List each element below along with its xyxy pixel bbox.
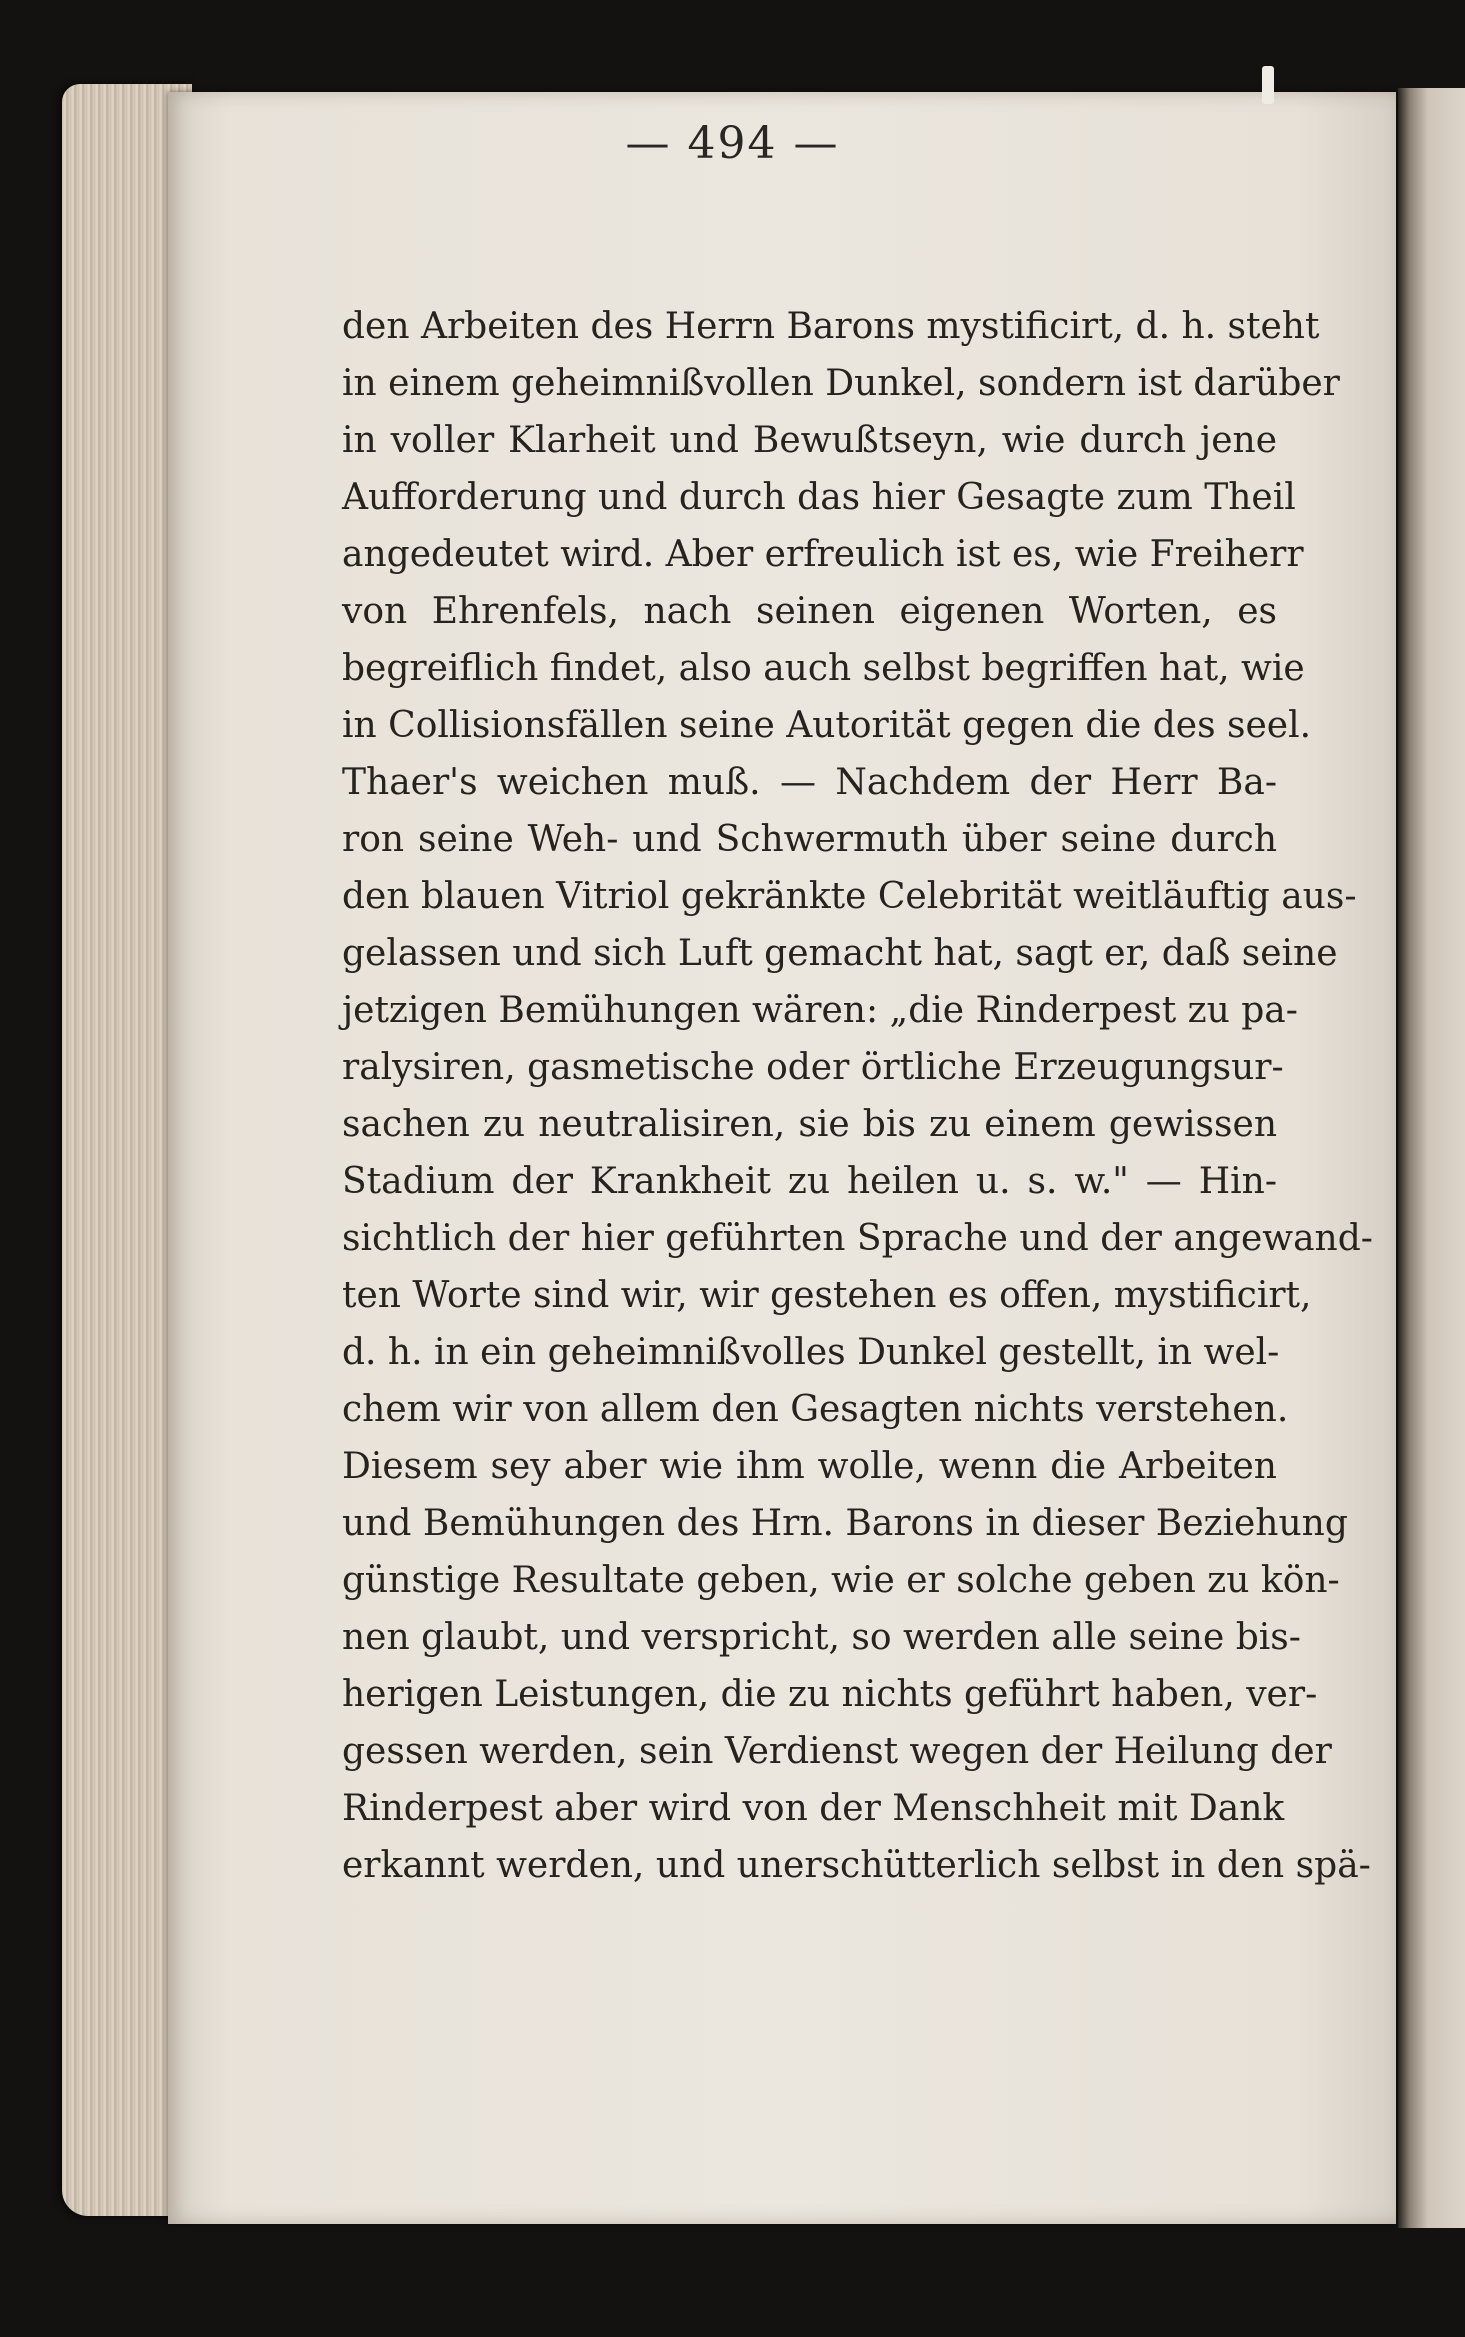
text-line: von Ehrenfels, nach seinen eigenen Worten, es	[342, 591, 1277, 632]
text-line: jetzigen Bemühungen wären: „die Rinderpest zu pa-	[342, 990, 1298, 1031]
facing-page-edge	[1398, 88, 1465, 2228]
body-text	[342, 298, 1373, 1894]
page-number: — 494 —	[625, 118, 840, 169]
text-line: Stadium der Krankheit zu heilen u. s. w." — Hin-	[342, 1161, 1277, 1202]
bookmark-strip	[1262, 66, 1274, 104]
text-line: in Collisionsfällen seine Autorität gegen die des seel.	[342, 705, 1312, 746]
text-line: und Bemühungen des Hrn. Barons in dieser Beziehung	[342, 1503, 1348, 1544]
text-line: Thaer's weichen muß. — Nachdem der Herr Ba-	[342, 762, 1277, 803]
text-line: günstige Resultate geben, wie er solche geben zu kön-	[342, 1560, 1340, 1601]
text-line: nen glaubt, und verspricht, so werden alle seine bis-	[342, 1617, 1301, 1658]
text-line: in voller Klarheit und Bewußtseyn, wie durch jene	[342, 420, 1277, 461]
text-line: gelassen und sich Luft gemacht hat, sagt er, daß seine	[342, 933, 1338, 974]
text-line: erkannt werden, und unerschütterlich selbst in den spä-	[342, 1845, 1371, 1886]
text-line: angedeutet wird. Aber erfreulich ist es, wie Freiherr	[342, 534, 1304, 575]
text-line: ron seine Weh- und Schwermuth über seine durch	[342, 819, 1277, 860]
text-line: ralysiren, gasmetische oder örtliche Erzeugungsur-	[342, 1047, 1284, 1088]
text-line: den blauen Vitriol gekränkte Celebrität weitläuftig aus-	[342, 876, 1357, 917]
text-line: chem wir von allem den Gesagten nichts verstehen.	[342, 1389, 1289, 1430]
text-line: Rinderpest aber wird von der Menschheit mit Dank	[342, 1788, 1285, 1829]
text-line: ten Worte sind wir, wir gestehen es offen, mystificirt,	[342, 1275, 1312, 1316]
text-line: Diesem sey aber wie ihm wolle, wenn die Arbeiten	[342, 1446, 1277, 1487]
text-line: gessen werden, sein Verdienst wegen der Heilung der	[342, 1731, 1332, 1772]
text-line: den Arbeiten des Herrn Barons mystificirt, d. h. steht	[342, 306, 1320, 347]
text-line: d. h. in ein geheimnißvolles Dunkel gestellt, in wel-	[342, 1332, 1280, 1373]
text-line: sichtlich der hier geführten Sprache und der angewand-	[342, 1218, 1373, 1259]
text-line: herigen Leistungen, die zu nichts geführt haben, ver-	[342, 1674, 1318, 1715]
text-line: in einem geheimnißvollen Dunkel, sondern ist darüber	[342, 363, 1340, 404]
text-line: Aufforderung und durch das hier Gesagte zum Theil	[342, 477, 1296, 518]
text-line: begreiflich findet, also auch selbst begriffen hat, wie	[342, 648, 1305, 689]
text-line: sachen zu neutralisiren, sie bis zu einem gewissen	[342, 1104, 1277, 1145]
